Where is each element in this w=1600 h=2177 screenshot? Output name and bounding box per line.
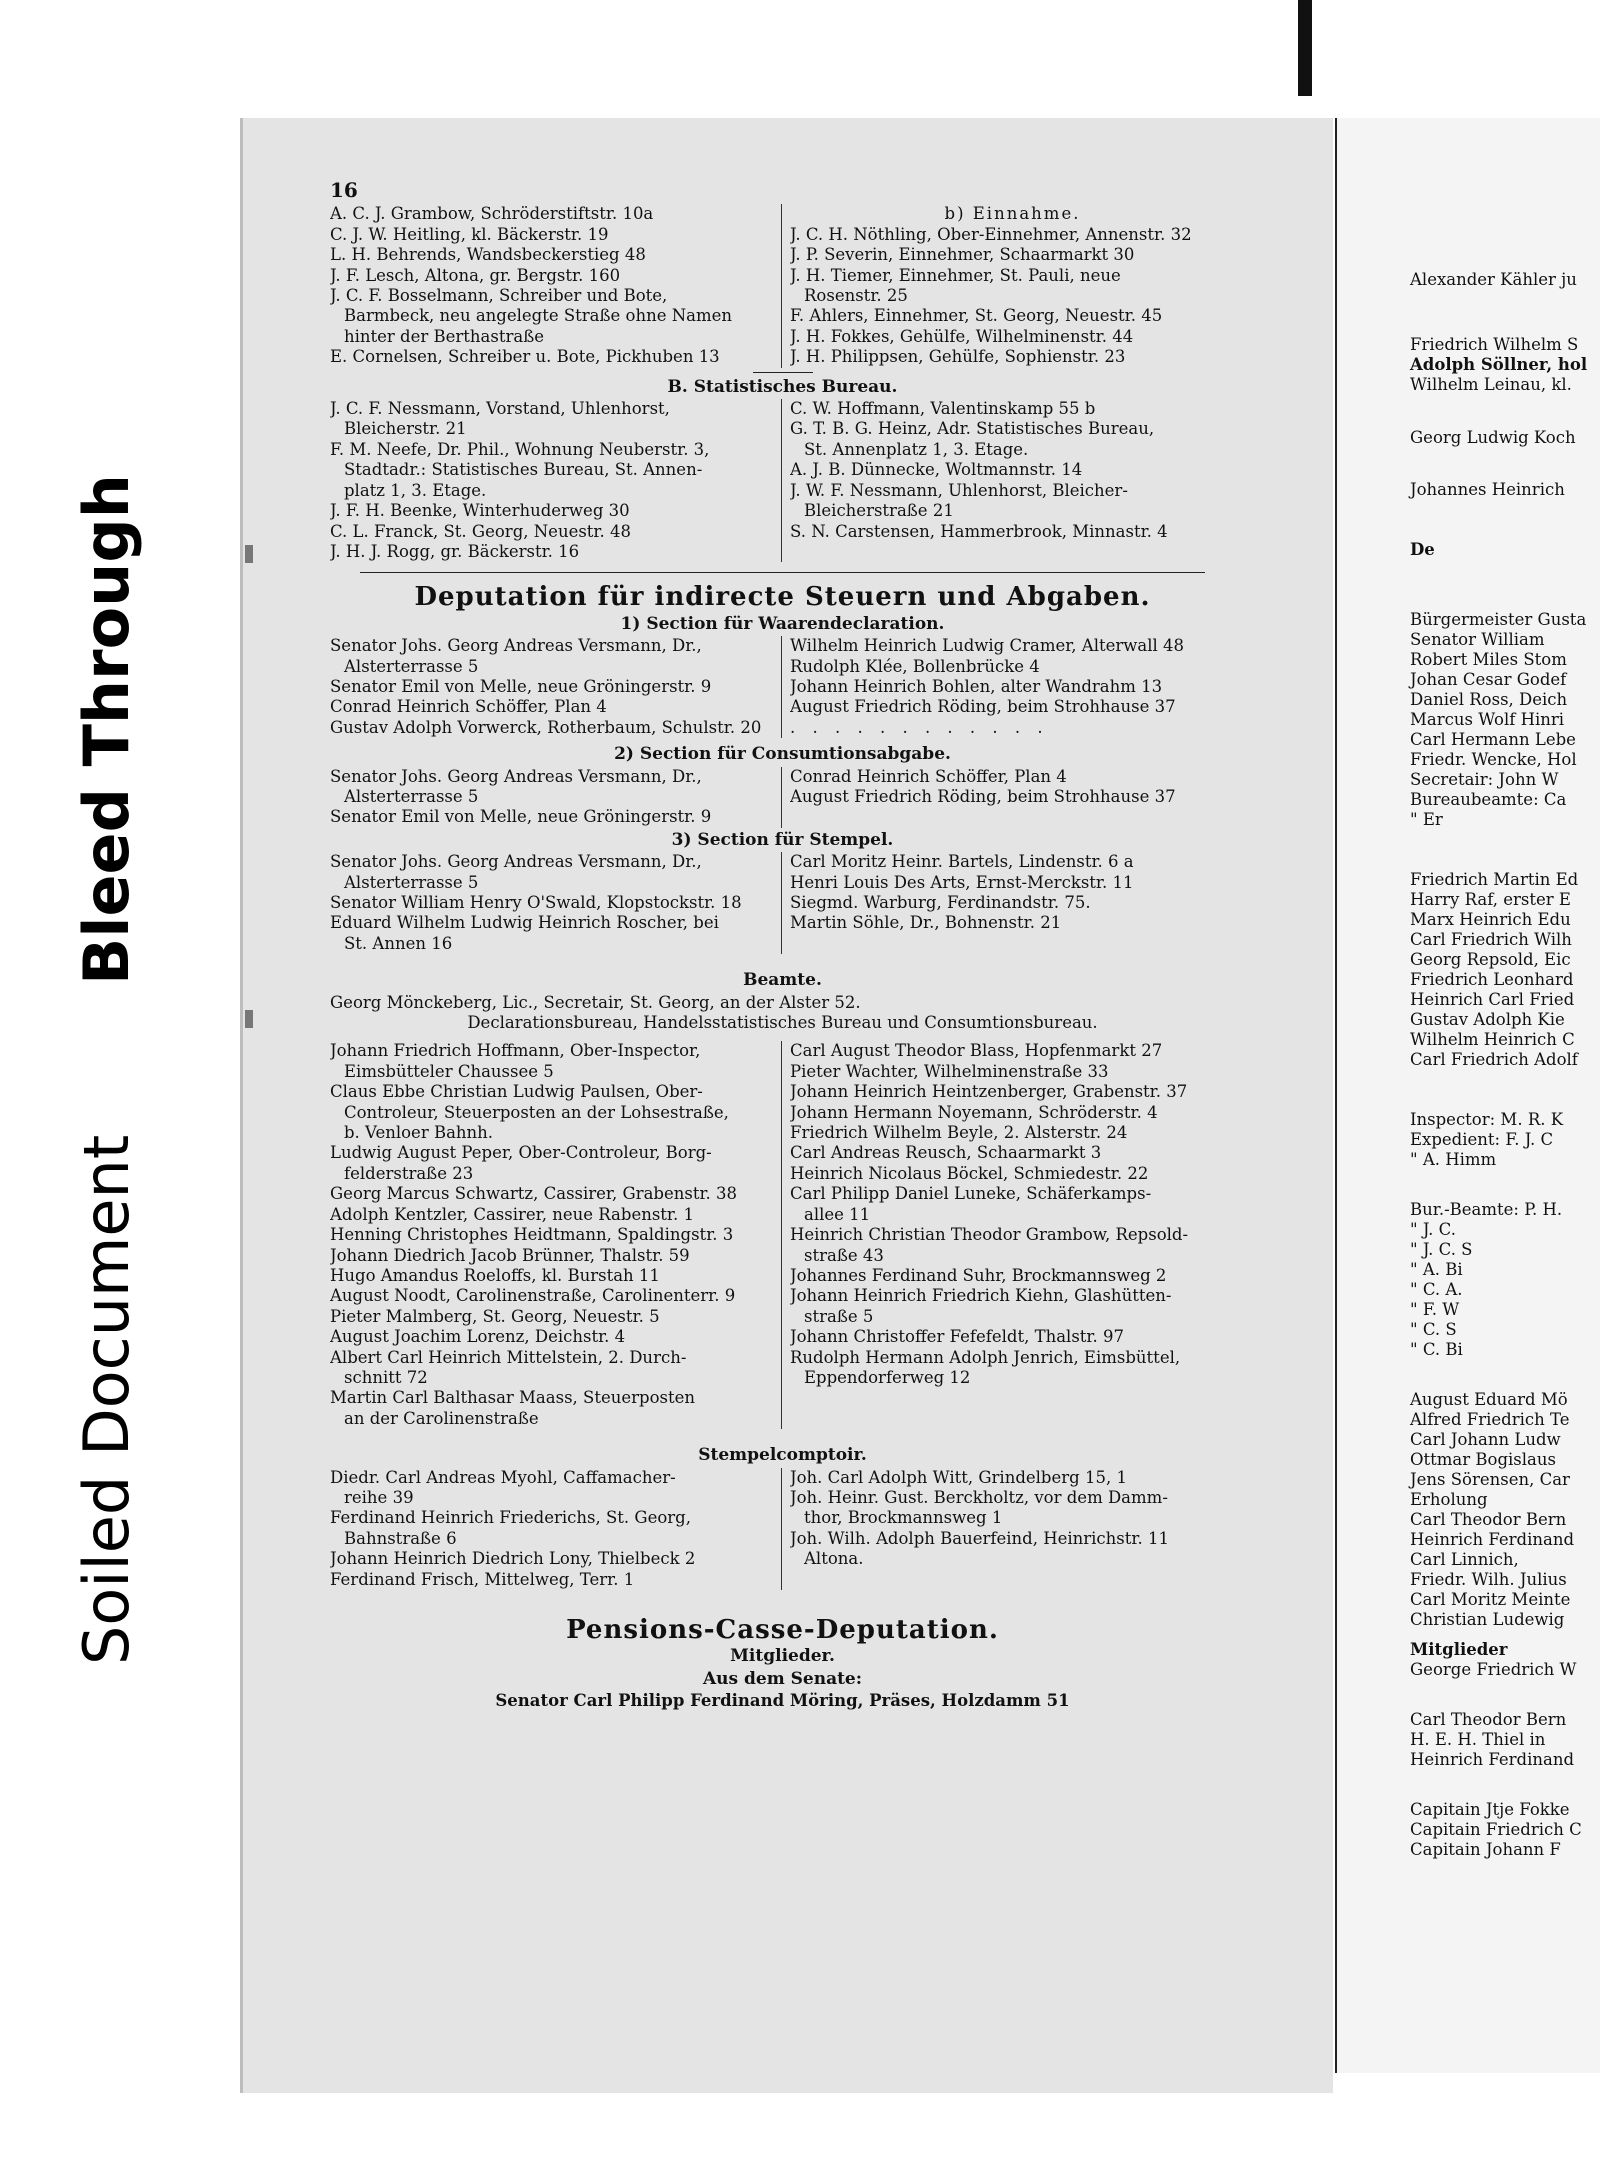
entry: A. C. J. Grambow, Schröderstiftstr. 10a xyxy=(330,204,654,224)
right-page-line: Secretair: John W xyxy=(1410,770,1559,789)
entry: Henri Louis Des Arts, Ernst-Merckstr. 11 xyxy=(790,872,1134,892)
right-page-line: " A. Himm xyxy=(1410,1150,1497,1169)
stempelcomptoir-title: Stempelcomptoir. xyxy=(698,1445,867,1466)
right-page-line: Carl Friedrich Wilh xyxy=(1410,930,1572,949)
stempel-right xyxy=(782,1468,1235,1590)
entry: August Friedrich Röding, beim Strohhause 37 xyxy=(790,786,1176,806)
section-1-title: 1) Section für Waarendeclaration. xyxy=(620,613,945,634)
right-page-line: " J. C. S xyxy=(1410,1240,1473,1259)
right-page-line: Mitglieder xyxy=(1410,1640,1508,1659)
right-page-line: Johannes Heinrich xyxy=(1410,480,1565,499)
entry: J. C. F. Bosselmann, Schreiber und Bote, xyxy=(330,286,668,306)
entry: straße 5 xyxy=(804,1306,874,1326)
entry: Joh. Wilh. Adolph Bauerfeind, Heinrichstr. 11 xyxy=(790,1528,1169,1548)
right-page-line: Harry Raf, erster E xyxy=(1410,890,1571,909)
entry: Altona. xyxy=(804,1549,864,1569)
entry: C. W. Hoffmann, Valentinskamp 55 b xyxy=(790,399,1096,419)
entry: Eduard Wilhelm Ludwig Heinrich Roscher, bei xyxy=(330,913,719,933)
right-page-line: Friedrich Leonhard xyxy=(1410,970,1574,989)
entry: J. H. Tiemer, Einnehmer, St. Pauli, neue xyxy=(790,265,1121,285)
right-page-line: Bur.-Beamte: P. H. xyxy=(1410,1200,1563,1219)
entry: August Joachim Lorenz, Deichstr. 4 xyxy=(330,1327,626,1347)
statistic-heading: B. Statistisches Bureau. xyxy=(667,376,898,397)
right-page-line: Alexander Kähler ju xyxy=(1410,270,1577,289)
right-page-line: Wilhelm Heinrich C xyxy=(1410,1030,1575,1049)
right-page-line: Heinrich Ferdinand xyxy=(1410,1530,1575,1549)
page-edge-mark xyxy=(245,545,253,563)
section-2-title: 2) Section für Consumtionsabgabe. xyxy=(614,744,951,765)
section-3-left xyxy=(330,852,782,954)
entry: Ludwig August Peper, Ober-Controleur, Borg- xyxy=(330,1143,712,1163)
stempelcomptoir-section xyxy=(330,1468,1235,1590)
section-3-right xyxy=(782,852,1235,954)
stempel-left xyxy=(330,1468,782,1590)
entry: F. Ahlers, Einnehmer, St. Georg, Neuestr. 45 xyxy=(790,306,1163,326)
right-page-line: Robert Miles Stom xyxy=(1410,650,1567,669)
entry: Alsterterrasse 5 xyxy=(344,656,479,676)
right-page-line: Georg Repsold, Eic xyxy=(1410,950,1571,969)
beamte-section xyxy=(330,1041,1235,1429)
entry: allee 11 xyxy=(804,1204,871,1224)
members-heading: Mitglieder. xyxy=(730,1646,835,1667)
right-page-line: De xyxy=(1410,540,1435,559)
top-section xyxy=(330,204,1235,367)
entry: J. F. Lesch, Altona, gr. Bergstr. 160 xyxy=(330,265,621,285)
entry: St. Annenplatz 1, 3. Etage. xyxy=(804,439,1029,459)
entry: Georg Marcus Schwartz, Cassirer, Grabenstr. 38 xyxy=(330,1184,738,1204)
right-page-line: August Eduard Mö xyxy=(1410,1390,1568,1409)
entry: Rudolph Hermann Adolph Jenrich, Eimsbüttel, xyxy=(790,1347,1181,1367)
entry: Joh. Heinr. Gust. Berckholtz, vor dem Damm- xyxy=(790,1487,1168,1507)
entry: J. F. H. Beenke, Winterhuderweg 30 xyxy=(330,501,630,521)
page-number: 16 xyxy=(330,178,358,202)
right-page-line: Friedrich Martin Ed xyxy=(1410,870,1579,889)
right-page-line: Carl Moritz Meinte xyxy=(1410,1590,1571,1609)
right-page-line: Marcus Wolf Hinri xyxy=(1410,710,1565,729)
entry: Controleur, Steuerposten an der Lohsestraße, xyxy=(344,1102,729,1122)
page-edge-mark xyxy=(245,1010,253,1028)
entry: Alsterterrasse 5 xyxy=(344,786,479,806)
right-page-line: Friedr. Wencke, Hol xyxy=(1410,750,1577,769)
entry: Senator Emil von Melle, neue Gröningerstr. 9 xyxy=(330,807,712,827)
bleed-through-label: Bleed Through xyxy=(70,474,143,985)
deputation-title: Deputation für indirecte Steuern und Abgaben. xyxy=(414,582,1151,613)
section-2-right xyxy=(782,767,1235,828)
entry: Bleicherstraße 21 xyxy=(804,501,954,521)
entry: Carl Andreas Reusch, Schaarmarkt 3 xyxy=(790,1143,1102,1163)
right-page-line: " J. C. xyxy=(1410,1220,1456,1239)
entry: Johann Hermann Noyemann, Schröderstr. 4 xyxy=(790,1102,1158,1122)
right-page-line: H. E. H. Thiel in xyxy=(1410,1730,1546,1749)
right-page-line: Carl Linnich, xyxy=(1410,1550,1519,1569)
right-page-line: " F. W xyxy=(1410,1300,1460,1319)
right-page-line: Marx Heinrich Edu xyxy=(1410,910,1571,929)
pension-title: Pensions-Casse-Deputation. xyxy=(566,1615,999,1645)
entry: C. L. Franck, St. Georg, Neuestr. 48 xyxy=(330,521,631,541)
right-page-line: " C. S xyxy=(1410,1320,1457,1339)
entry: August Noodt, Carolinenstraße, Carolinenterr. 9 xyxy=(330,1286,736,1306)
right-page-line: Senator William xyxy=(1410,630,1545,649)
entry: Henning Christophes Heidtmann, Spaldingstr. 3 xyxy=(330,1225,734,1245)
entry: felderstraße 23 xyxy=(344,1163,474,1183)
entry: . . . . . . . . . . . . xyxy=(790,717,1049,737)
beamte-left xyxy=(330,1041,782,1429)
bureau-line: Declarationsbureau, Handelsstatistisches Bureau und Consumtionsbureau. xyxy=(467,1013,1098,1033)
entry: an der Carolinenstraße xyxy=(344,1408,539,1428)
right-page-line: Christian Ludewig xyxy=(1410,1610,1565,1629)
entry: Alsterterrasse 5 xyxy=(344,872,479,892)
section-3-title: 3) Section für Stempel. xyxy=(671,829,894,850)
binding-edge-mark xyxy=(1298,0,1312,96)
right-page-line: Bureaubeamte: Ca xyxy=(1410,790,1567,809)
entry: Johannes Ferdinand Suhr, Brockmannsweg 2 xyxy=(790,1265,1167,1285)
right-page-line: Ottmar Bogislaus xyxy=(1410,1450,1556,1469)
entry: b. Venloer Bahnh. xyxy=(344,1123,494,1143)
entry: Johann Friedrich Hoffmann, Ober-Inspector, xyxy=(330,1041,701,1061)
right-page-line: Capitain Jtje Fokke xyxy=(1410,1800,1570,1819)
entry: hinter der Berthastraße xyxy=(344,326,544,346)
right-page-line: Alfred Friedrich Te xyxy=(1410,1410,1570,1429)
entry: Pieter Malmberg, St. Georg, Neuestr. 5 xyxy=(330,1306,660,1326)
entry: Pieter Wachter, Wilhelminenstraße 33 xyxy=(790,1061,1109,1081)
divider xyxy=(753,372,813,373)
right-page-line: George Friedrich W xyxy=(1410,1660,1577,1679)
beamte-right xyxy=(782,1041,1235,1429)
top-right-column xyxy=(782,204,1235,367)
entry: Eimsbütteler Chaussee 5 xyxy=(344,1061,554,1081)
entry: Carl Moritz Heinr. Bartels, Lindenstr. 6 a xyxy=(790,852,1134,872)
right-page xyxy=(1335,118,1600,2073)
entry: Heinrich Nicolaus Böckel, Schmiedestr. 22 xyxy=(790,1163,1149,1183)
entry: S. N. Carstensen, Hammerbrook, Minnastr. 4 xyxy=(790,521,1168,541)
right-page-line: " C. A. xyxy=(1410,1280,1463,1299)
entry: Bahnstraße 6 xyxy=(344,1528,457,1548)
entry: E. Cornelsen, Schreiber u. Bote, Pickhuben 13 xyxy=(330,347,720,367)
entry: Senator Emil von Melle, neue Gröningerstr. 9 xyxy=(330,676,712,696)
right-page-line: Expedient: F. J. C xyxy=(1410,1130,1554,1149)
statistic-left-column xyxy=(330,399,782,562)
section-rule xyxy=(360,572,1205,573)
entry: Senator Johs. Georg Andreas Versmann, Dr., xyxy=(330,852,702,872)
right-page-line: Georg Ludwig Koch xyxy=(1410,428,1576,447)
right-page-line: Carl Theodor Bern xyxy=(1410,1710,1567,1729)
entry: J. H. Fokkes, Gehülfe, Wilhelminenstr. 44 xyxy=(790,326,1134,346)
entry: Joh. Carl Adolph Witt, Grindelberg 15, 1 xyxy=(790,1467,1127,1487)
section-1-right xyxy=(782,636,1235,738)
beamte-title: Beamte. xyxy=(743,970,822,991)
entry: C. J. W. Heitling, kl. Bäckerstr. 19 xyxy=(330,224,609,244)
entry: Adolph Kentzler, Cassirer, neue Rabenstr. 1 xyxy=(330,1204,694,1224)
right-page-line: Erholung xyxy=(1410,1490,1488,1509)
entry: Claus Ebbe Christian Ludwig Paulsen, Ober- xyxy=(330,1082,703,1102)
right-page-line: Heinrich Carl Fried xyxy=(1410,990,1575,1009)
entry: thor, Brockmannsweg 1 xyxy=(804,1508,1003,1528)
soiled-document-label: Soiled Document xyxy=(70,1134,143,1665)
entry: Ferdinand Frisch, Mittelweg, Terr. 1 xyxy=(330,1569,635,1589)
section-3 xyxy=(330,852,1235,954)
entry: J. P. Severin, Einnehmer, Schaarmarkt 30 xyxy=(790,245,1135,265)
page-content xyxy=(330,180,1235,1712)
entry: Rosenstr. 25 xyxy=(804,286,908,306)
right-page-line: Daniel Ross, Deich xyxy=(1410,690,1568,709)
entry: Stadtadr.: Statistisches Bureau, St. Annen- xyxy=(344,460,703,480)
right-page-line: Inspector: M. R. K xyxy=(1410,1110,1564,1129)
entry: Friedrich Wilhelm Beyle, 2. Alsterstr. 24 xyxy=(790,1123,1128,1143)
right-page-line: Capitain Johann F xyxy=(1410,1840,1561,1859)
entry: A. J. B. Dünnecke, Woltmannstr. 14 xyxy=(790,460,1083,480)
section-1-left xyxy=(330,636,782,738)
right-page-line: Friedr. Wilh. Julius xyxy=(1410,1570,1567,1589)
right-page-line: Carl Friedrich Adolf xyxy=(1410,1050,1578,1069)
right-page-line: " C. Bi xyxy=(1410,1340,1463,1359)
entry: Carl August Theodor Blass, Hopfenmarkt 27 xyxy=(790,1041,1163,1061)
entry: J. C. F. Nessmann, Vorstand, Uhlenhorst, xyxy=(330,399,670,419)
entry: Johann Heinrich Bohlen, alter Wandrahm 13 xyxy=(790,676,1163,696)
right-page-line: Wilhelm Leinau, kl. xyxy=(1410,375,1572,394)
entry: Conrad Heinrich Schöffer, Plan 4 xyxy=(330,697,607,717)
einnahme-heading: b) Einnahme. xyxy=(944,204,1081,224)
pension-entry: Senator Carl Philipp Ferdinand Möring, Präses, Holzdamm 51 xyxy=(495,1691,1070,1711)
senate-heading: Aus dem Senate: xyxy=(702,1668,863,1689)
statistic-right-column xyxy=(782,399,1235,562)
entry: J. C. H. Nöthling, Ober-Einnehmer, Annenstr. 32 xyxy=(790,224,1192,244)
section-1 xyxy=(330,636,1235,738)
entry: J. W. F. Nessmann, Uhlenhorst, Bleicher- xyxy=(790,480,1128,500)
right-page-line: Bürgermeister Gusta xyxy=(1410,610,1587,629)
entry: Siegmd. Warburg, Ferdinandstr. 75. xyxy=(790,893,1091,912)
entry: platz 1, 3. Etage. xyxy=(344,480,487,500)
right-page-line: " A. Bi xyxy=(1410,1260,1463,1279)
right-page-line: Heinrich Ferdinand xyxy=(1410,1750,1575,1769)
right-page-line: Johan Cesar Godef xyxy=(1410,670,1567,689)
entry: schnitt 72 xyxy=(344,1367,428,1387)
entry: Hugo Amandus Roeloffs, kl. Burstah 11 xyxy=(330,1265,660,1285)
entry: Barmbeck, neu angelegte Straße ohne Namen xyxy=(344,306,733,326)
entry: Johann Heinrich Diedrich Lony, Thielbeck 2 xyxy=(330,1549,696,1569)
right-page-line: Adolph Söllner, hol xyxy=(1410,355,1588,374)
entry: Senator Johs. Georg Andreas Versmann, Dr., xyxy=(330,766,702,786)
entry: Conrad Heinrich Schöffer, Plan 4 xyxy=(790,766,1067,786)
entry: Bleicherstr. 21 xyxy=(344,419,467,439)
right-page-line: Jens Sörensen, Car xyxy=(1410,1470,1570,1489)
entry: Rudolph Klée, Bollenbrücke 4 xyxy=(790,656,1040,676)
entry: Martin Carl Balthasar Maass, Steuerposten xyxy=(330,1388,695,1408)
entry: Senator Johs. Georg Andreas Versmann, Dr., xyxy=(330,636,702,656)
entry: F. M. Neefe, Dr. Phil., Wohnung Neuberstr. 3, xyxy=(330,439,710,459)
entry: Johann Heinrich Friedrich Kiehn, Glashütten- xyxy=(790,1286,1172,1306)
entry: Eppendorferweg 12 xyxy=(804,1367,971,1387)
entry: Johann Heinrich Heintzenberger, Grabenstr. 37 xyxy=(790,1082,1188,1102)
entry: Heinrich Christian Theodor Grambow, Repsold- xyxy=(790,1225,1189,1245)
top-left-column xyxy=(330,204,782,367)
right-page-line: Carl Johann Ludw xyxy=(1410,1430,1561,1449)
section-2 xyxy=(330,767,1235,828)
entry: St. Annen 16 xyxy=(344,933,453,953)
secretair-line: Georg Mönckeberg, Lic., Secretair, St. Georg, an der Alster 52. xyxy=(330,992,861,1012)
entry: Diedr. Carl Andreas Myohl, Caffamacher- xyxy=(330,1467,676,1487)
entry: Martin Söhle, Dr., Bohnenstr. 21 xyxy=(790,913,1062,933)
right-page-line: Capitain Friedrich C xyxy=(1410,1820,1582,1839)
entry: Albert Carl Heinrich Mittelstein, 2. Durch- xyxy=(330,1347,687,1367)
entry: L. H. Behrends, Wandsbeckerstieg 48 xyxy=(330,245,646,265)
entry: J. H. Philippsen, Gehülfe, Sophienstr. 23 xyxy=(790,347,1126,367)
entry: Wilhelm Heinrich Ludwig Cramer, Alterwall 48 xyxy=(790,636,1185,656)
section-2-left xyxy=(330,767,782,828)
entry: G. T. B. G. Heinz, Adr. Statistisches Bureau, xyxy=(790,419,1155,439)
entry: Gustav Adolph Vorwerck, Rotherbaum, Schulstr. 20 xyxy=(330,717,762,737)
statistic-section xyxy=(330,399,1235,562)
right-page-line: " Er xyxy=(1410,810,1443,829)
entry: Ferdinand Heinrich Friederichs, St. Georg, xyxy=(330,1508,691,1528)
entry: Johann Christoffer Fefefeldt, Thalstr. 97 xyxy=(790,1327,1124,1347)
right-page-line: Carl Theodor Bern xyxy=(1410,1510,1567,1529)
entry: Carl Philipp Daniel Luneke, Schäferkamps- xyxy=(790,1184,1152,1204)
entry: reihe 39 xyxy=(344,1487,414,1507)
right-page-line: Carl Hermann Lebe xyxy=(1410,730,1576,749)
entry: August Friedrich Röding, beim Strohhause 37 xyxy=(790,697,1176,717)
right-page-line: Gustav Adolph Kie xyxy=(1410,1010,1565,1029)
entry: J. H. J. Rogg, gr. Bäckerstr. 16 xyxy=(330,541,580,561)
right-page-line: Friedrich Wilhelm S xyxy=(1410,335,1579,354)
entry: straße 43 xyxy=(804,1245,884,1265)
entry: Senator William Henry O'Swald, Klopstockstr. 18 xyxy=(330,893,742,912)
entry: Johann Diedrich Jacob Brünner, Thalstr. 59 xyxy=(330,1245,690,1265)
